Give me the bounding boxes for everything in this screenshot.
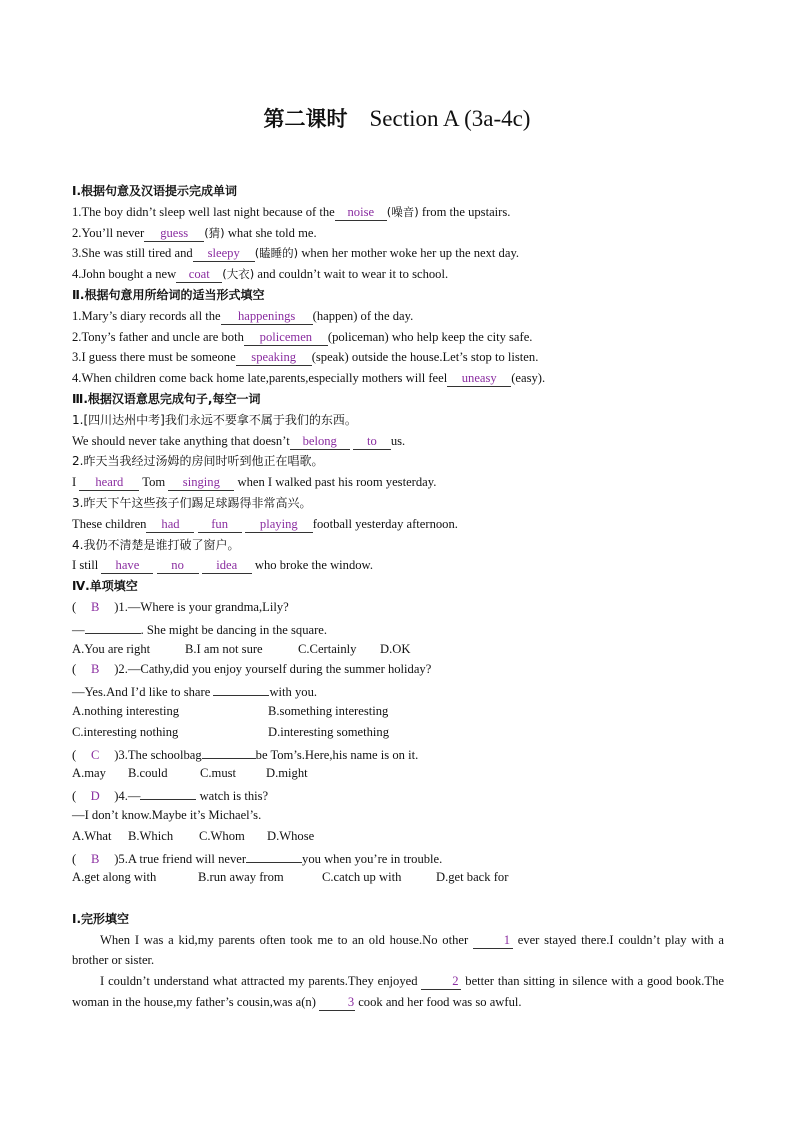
option-c[interactable]: C.must <box>200 766 237 781</box>
answer-blank[interactable]: playing <box>245 517 313 533</box>
option-a[interactable]: A.What <box>72 828 112 843</box>
option-b[interactable]: B.run away from <box>198 870 284 885</box>
choice-answer[interactable]: C <box>91 747 100 762</box>
cloze-blank-3[interactable]: 3 <box>319 995 355 1011</box>
section-3-heading: Ⅲ.根据汉语意思完成句子,每空一词 <box>72 391 261 406</box>
answer-blank[interactable]: idea <box>202 558 252 574</box>
answer-blank[interactable]: noise <box>335 205 387 221</box>
s3-question-3-english: These children had fun playing football yesterday afternoon. <box>72 516 458 531</box>
cloze-blank-2[interactable]: 2 <box>421 974 461 990</box>
option-c[interactable]: C.Whom <box>199 828 245 843</box>
answer-blank[interactable]: had <box>146 517 194 533</box>
answer-blank[interactable]: uneasy <box>447 371 511 387</box>
option-b[interactable]: B.could <box>128 766 168 781</box>
answer-blank[interactable]: speaking <box>236 350 312 366</box>
cloze-paragraph-1: When I was a kid,my parents often took me to an old house.No other 1 ever stayed there.I couldn’t play with a brother or sister. <box>72 932 724 968</box>
s4-question-1-options <box>72 639 724 660</box>
s2-question-3: 3.I guess there must be someone speaking (speak) outside the house.Let’s stop to listen. <box>72 350 539 365</box>
answer-blank[interactable]: policemen <box>244 330 328 346</box>
answer-blank[interactable] <box>140 784 196 800</box>
answer-blank[interactable]: singing <box>168 475 234 491</box>
s4-question-4-options <box>72 826 724 847</box>
s3-question-1-english: We should never take anything that doesn’t belong to us. <box>72 433 406 448</box>
option-a[interactable]: A.nothing interesting <box>72 703 180 718</box>
s3-question-4-english: I still have no idea who broke the window. <box>72 558 373 573</box>
option-b[interactable]: B.something interesting <box>268 703 389 718</box>
title-chinese: 第二课时 <box>263 107 348 131</box>
option-d[interactable]: D.might <box>266 766 308 781</box>
s3-question-2-chinese: 2.昨天当我经过汤姆的房间时听到他正在唱歌。 <box>72 454 324 469</box>
s1-question-4: 4.John bought a new coat (大衣) and couldn’t wait to wear it to school. <box>72 267 449 282</box>
answer-blank[interactable] <box>202 743 256 759</box>
answer-blank[interactable] <box>246 847 302 863</box>
answer-blank[interactable]: guess <box>144 226 204 242</box>
source-tag: [四川达州中考] <box>83 412 165 427</box>
s3-question-2-english: I heard Tom singing when I walked past his room yesterday. <box>72 475 437 490</box>
answer-blank[interactable]: fun <box>198 517 242 533</box>
choice-answer[interactable]: D <box>90 789 100 804</box>
s4-question-3-options <box>72 763 724 784</box>
s4-question-3-stem: ( C )3.The schoolbag be Tom’s.Here,his name is on it. <box>72 743 724 764</box>
answer-blank[interactable]: happenings <box>221 309 313 325</box>
answer-blank[interactable]: sleepy <box>193 246 255 262</box>
title-english: Section A (3a-4c) <box>369 106 531 131</box>
option-d[interactable]: D.interesting something <box>268 724 390 739</box>
choice-answer[interactable]: B <box>91 599 100 614</box>
option-c[interactable]: C.Certainly <box>298 641 357 656</box>
answer-blank[interactable]: belong <box>290 434 350 450</box>
choice-answer[interactable]: B <box>91 662 100 677</box>
s2-question-4: 4.When children come back home late,parents,especially mothers will feel uneasy (easy). <box>72 371 546 386</box>
cloze-paragraph-2: I couldn’t understand what attracted my parents.They enjoyed 2 better than sitting in silence with a good book.The woman in the house,my father’s cousin,was a(n) 3 cook and her food was so awful. <box>72 974 724 1010</box>
answer-blank[interactable]: have <box>101 558 153 574</box>
option-d[interactable]: D.OK <box>380 641 411 656</box>
worksheet-body <box>72 181 724 1013</box>
s4-question-2-options-row-2 <box>72 722 724 743</box>
cloze-blank-1[interactable]: 1 <box>473 933 513 949</box>
answer-blank[interactable] <box>213 680 269 696</box>
s4-question-5-stem: ( B )5.A true friend will never you when you’re in trouble. <box>72 847 724 868</box>
s4-question-4-stem: ( D )4.— watch is this? <box>72 784 724 805</box>
option-a[interactable]: A.may <box>72 766 106 781</box>
page-title <box>0 104 794 134</box>
answer-blank[interactable]: no <box>157 558 199 574</box>
choice-answer[interactable]: B <box>91 851 100 866</box>
answer-blank[interactable]: to <box>353 434 391 450</box>
s4-question-2-stem: ( B )2.—Cathy,did you enjoy yourself during the summer holiday? <box>72 659 724 680</box>
option-d[interactable]: D.Whose <box>267 828 315 843</box>
option-a[interactable]: A.get along with <box>72 870 157 885</box>
answer-blank[interactable] <box>85 618 141 634</box>
s1-question-3: 3.She was still tired and sleepy (瞌睡的) when her mother woke her up the next day. <box>72 246 520 261</box>
option-a[interactable]: A.You are right <box>72 641 151 656</box>
option-b[interactable]: B.Which <box>128 828 174 843</box>
s3-question-3-chinese: 3.昨天下午这些孩子们踢足球踢得非常高兴。 <box>72 495 312 510</box>
option-c[interactable]: C.interesting nothing <box>72 724 179 739</box>
answer-blank[interactable]: heard <box>79 475 139 491</box>
section-2-heading: Ⅱ.根据句意用所给词的适当形式填空 <box>72 287 265 302</box>
s4-question-4-reply: —I don’t know.Maybe it’s Michael’s. <box>72 807 262 822</box>
s4-question-5-options <box>72 867 724 888</box>
s1-question-1: 1.The boy didn’t sleep well last night because of the noise (噪音) from the upstairs. <box>72 204 511 219</box>
answer-blank[interactable]: coat <box>176 267 222 283</box>
option-b[interactable]: B.I am not sure <box>185 641 263 656</box>
section-1-heading: Ⅰ.根据句意及汉语提示完成单词 <box>72 184 238 198</box>
s3-question-1-chinese: 1.[四川达州中考]我们永远不要拿不属于我们的东西。 <box>72 412 357 427</box>
section-4-heading: Ⅳ.单项填空 <box>72 579 138 594</box>
s3-question-4-chinese: 4.我仍不清楚是谁打破了窗户。 <box>72 537 240 552</box>
s2-question-2: 2.Tony’s father and uncle are both policemen (policeman) who help keep the city safe. <box>72 329 533 344</box>
option-c[interactable]: C.catch up with <box>322 870 402 885</box>
s4-question-2-reply: —Yes.And I’d like to share with you. <box>72 680 724 701</box>
s2-question-1: 1.Mary’s diary records all the happenings (happen) of the day. <box>72 308 414 323</box>
s4-question-1-reply: — . She might be dancing in the square. <box>72 618 724 639</box>
s4-question-1-stem: ( B )1.—Where is your grandma,Lily? <box>72 597 724 618</box>
cloze-heading: Ⅰ.完形填空 <box>72 911 130 926</box>
s1-question-2: 2.You’ll never guess (猜) what she told me. <box>72 225 317 240</box>
s4-question-2-options-row-1 <box>72 701 724 722</box>
spacer <box>72 888 724 909</box>
option-d[interactable]: D.get back for <box>436 870 509 885</box>
